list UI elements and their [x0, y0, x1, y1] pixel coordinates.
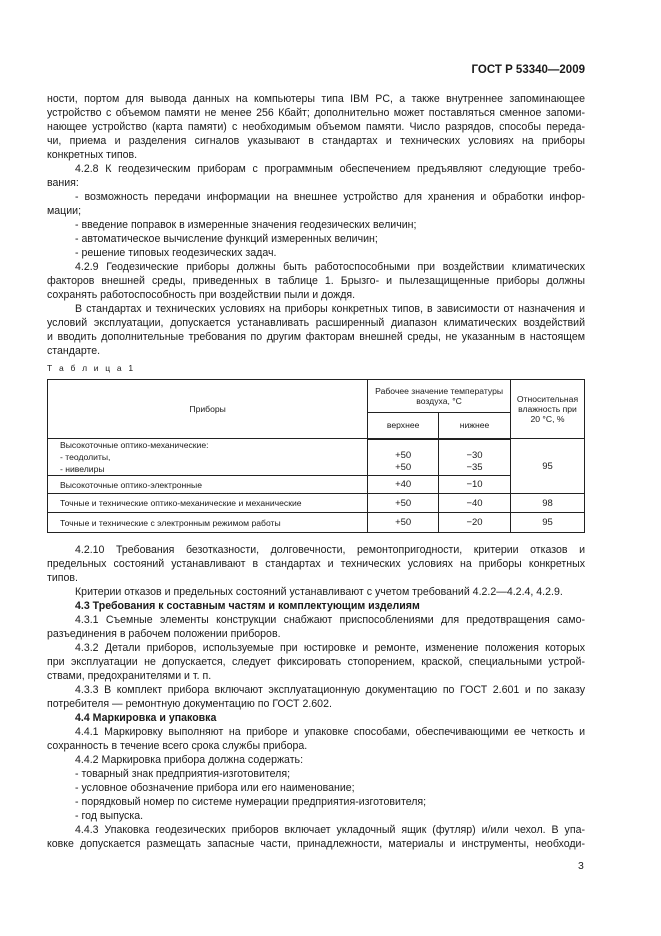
text-line: 4.3.3 В комплект прибора включают эксплуатационную документацию по ГОСТ 2.601 и по заказу: [75, 684, 585, 696]
header-upper: верхнее: [368, 413, 439, 439]
header-temperature: Рабочее значение температуры воздуха, °C: [368, 380, 511, 413]
text-line: стандарте.: [47, 345, 101, 357]
text-line: - год выпуска.: [75, 810, 144, 822]
upper-value: +50: [368, 513, 439, 533]
row-name: Точные и технические оптико-механические и механические: [48, 494, 368, 513]
page-number: 3: [578, 860, 584, 872]
table-row: [48, 439, 585, 476]
text-line: - возможность передачи информации на внешнее устройство для хранения и обработки инфор-: [75, 191, 585, 203]
text-line: 4.3.2 Детали приборов, используемые при юстировке и ремонте, изменение положения которых: [75, 642, 585, 654]
text-line: устройство с объемом памяти не менее 256 Кбайт; дополнительно может поставляться сменное запоми-: [47, 107, 585, 119]
text-line: сохранять работоспособность при воздействии пыли и дождя.: [47, 289, 356, 301]
lower-value: −35: [466, 462, 483, 474]
text-line: - условное обозначение прибора или его наименование;: [75, 782, 355, 794]
text-line: - решение типовых геодезических задач.: [75, 247, 277, 259]
text-line: 4.3 Требования к составным частям и комплектующим изделиям: [75, 600, 420, 612]
lower-value: −10: [439, 476, 511, 494]
text-line: Критерии отказов и предельных состояний устанавливают с учетом требований 4.2.2—4.2.4, 4.2.9.: [75, 586, 563, 598]
lower-value: −30: [466, 450, 483, 462]
row-name: Точные и технические с электронным режимом работы: [48, 513, 368, 533]
text-line: типов.: [47, 572, 78, 584]
humidity-value: 98: [510, 494, 584, 513]
text-line: ковке допускается размещать запасные части, принадлежности, материалы и инструменты, необходи-: [47, 838, 585, 850]
table-row: [48, 476, 585, 494]
header-lower: нижнее: [439, 413, 511, 439]
upper-value: +50: [395, 450, 412, 462]
text-line: и вводить дополнительные требования по другим факторам внешней среды, не указанным в настоящем: [47, 331, 585, 343]
text-line: предельных состояний устанавливают в стандартах и технических условиях на приборы конкретных: [47, 558, 585, 570]
header-humidity: Относительная влажность при 20 °C, %: [510, 380, 584, 439]
text-line: при эксплуатации не допускается, следует фиксировать стопорением, краской, специальными устрой-: [47, 656, 585, 668]
text-line: сохранность в течение всего срока службы прибора.: [47, 740, 308, 752]
row-item: - теодолиты,: [60, 452, 111, 462]
lower-value: −20: [439, 513, 511, 533]
text-line: - товарный знак предприятия-изготовителя;: [75, 768, 291, 780]
text-line: ности, портом для вывода данных на компьютеры типа IBM PC, а также внутреннее запоминающее: [47, 93, 585, 105]
text-line: вания:: [47, 177, 79, 189]
text-line: чи, приема и разделения сигналов указывают в стандартах и технических условиях на приборы: [47, 135, 585, 147]
table-caption: Т а б л и ц а 1: [47, 363, 136, 373]
text-line: ствами, предохранителями и т. п.: [47, 670, 212, 682]
row-title: Высокоточные оптико-механические:: [60, 440, 209, 450]
text-line: 4.4.1 Маркировку выполняют на приборе и упаковке способами, обеспечивающими ее четкость и: [75, 726, 585, 738]
climate-table: [47, 379, 585, 533]
text-line: конкретных типов.: [47, 149, 138, 161]
document-designation: ГОСТ Р 53340—2009: [471, 64, 585, 76]
text-line: условий эксплуатации, допускается устанавливать расширенный диапазон климатических воздействий: [47, 317, 585, 329]
text-line: 4.2.10 Требования безотказности, долговечности, ремонтопригодности, критерии отказов и: [75, 544, 585, 556]
row-name: Высокоточные оптико-электронные: [48, 476, 368, 494]
text-line: мации;: [47, 205, 82, 217]
text-line: 4.2.9 Геодезические приборы должны быть работоспособными при воздействии климатических: [75, 261, 585, 273]
text-line: - порядковый номер по системе нумерации предприятия-изготовителя;: [75, 796, 427, 808]
text-line: 4.4.3 Упаковка геодезических приборов включает укладочный ящик (футляр) и/или чехол. В упа-: [75, 824, 585, 836]
table-row: [48, 513, 585, 533]
humidity-value: 95: [510, 439, 584, 494]
text-line: 4.3.1 Съемные элементы конструкции снабжают приспособлениями для предотвращения само-: [75, 614, 585, 626]
text-line: В стандартах и технических условиях на приборы конкретных типов, в зависимости от назначения и: [75, 303, 585, 315]
upper-value: +50: [368, 494, 439, 513]
text-line: - введение поправок в измеренные значения геодезических величин;: [75, 219, 417, 231]
text-line: нающее устройство (карта памяти) с необходимым объемом памяти. Число разрядов, способы переда-: [47, 121, 585, 133]
table-row: [48, 494, 585, 513]
text-line: разъединения в рабочем положении приборов.: [47, 628, 281, 640]
text-line: - автоматическое вычисление функций измеренных величин;: [75, 233, 378, 245]
text-line: 4.2.8 К геодезическим приборам с программным обеспечением предъявляют следующие требо-: [75, 163, 585, 175]
upper-value: +50: [395, 462, 412, 474]
text-line: 4.4.2 Маркировка прибора должна содержать:: [75, 754, 304, 766]
lower-value: −40: [439, 494, 511, 513]
text-line: 4.4 Маркировка и упаковка: [75, 712, 217, 724]
row-item: - нивелиры: [60, 464, 105, 474]
upper-value: +40: [368, 476, 439, 494]
humidity-value: 95: [510, 513, 584, 533]
text-line: потребителя — ремонтную документацию по ГОСТ 2.602.: [47, 698, 332, 710]
header-devices: Приборы: [48, 380, 368, 439]
text-line: факторов внешней среды, приведенных в таблице 1. Брызго- и пылезащищенные приборы должны: [47, 275, 585, 287]
